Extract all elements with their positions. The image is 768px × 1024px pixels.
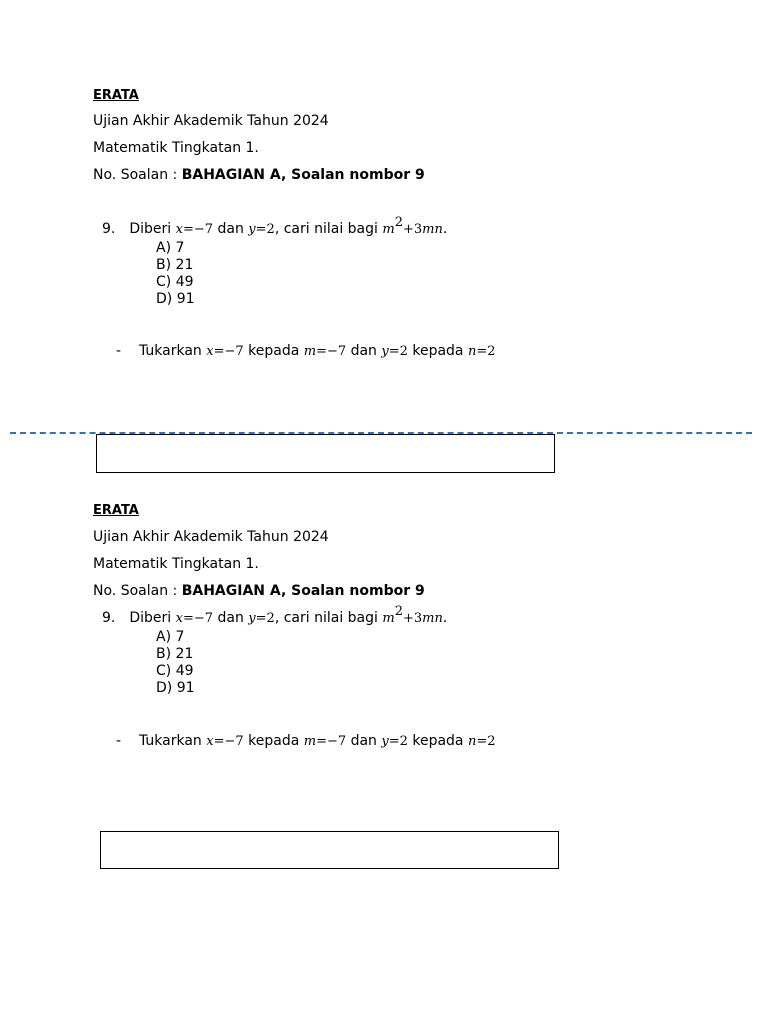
soalan-line [93, 583, 425, 599]
note-var-x: x [206, 734, 214, 749]
note-line [139, 733, 496, 750]
option-key: D) [156, 680, 173, 696]
expr-exponent: 2 [394, 215, 403, 230]
option-d [156, 291, 195, 307]
expr-mn: mn [422, 611, 443, 626]
subject-name: Matematik Tingkatan 1. [93, 140, 259, 156]
option-a [156, 629, 184, 645]
note-kepada: kepada [412, 343, 464, 359]
var-x: x [175, 611, 183, 626]
note-tukarkan: Tukarkan [139, 343, 202, 359]
question-diberi: Diberi [129, 221, 172, 237]
option-key: C) [156, 274, 172, 290]
soalan-line [93, 167, 425, 183]
option-a [156, 240, 184, 256]
note-dan: dan [350, 343, 377, 359]
question-line [102, 604, 448, 627]
subject-name: Matematik Tingkatan 1. [93, 556, 259, 572]
note-var-n: n [467, 344, 477, 359]
note-var-y: y [381, 344, 389, 359]
question-diberi: Diberi [129, 610, 172, 626]
note-var-m: m [303, 734, 317, 749]
question-number: 9. [102, 610, 116, 626]
question-cari: , cari nilai bagi [274, 610, 378, 626]
exam-name: Ujian Akhir Akademik Tahun 2024 [93, 113, 329, 129]
option-key: A) [156, 240, 172, 256]
expr-exponent: 2 [394, 604, 403, 619]
var-y: y [248, 611, 256, 626]
option-c [156, 663, 194, 679]
y-value: =2 [255, 222, 275, 237]
question-number: 9. [102, 221, 116, 237]
note-bullet: - [116, 733, 122, 749]
note-var-x: x [206, 344, 214, 359]
note-n-value: =2 [476, 734, 496, 749]
note-var-n: n [467, 734, 477, 749]
y-value: =2 [255, 611, 275, 626]
erata-title: ERATA [93, 503, 139, 518]
var-x: x [175, 222, 183, 237]
option-value: 7 [175, 629, 185, 645]
question-period: . [442, 610, 448, 626]
soalan-prefix: No. Soalan : [93, 167, 178, 183]
note-bullet: - [116, 343, 122, 359]
expr-mn: mn [422, 222, 443, 237]
expr-m: m [382, 222, 395, 237]
question-cari: , cari nilai bagi [274, 221, 378, 237]
note-var-m: m [303, 344, 317, 359]
option-value: 7 [175, 240, 185, 256]
word-dan: dan [217, 610, 244, 626]
option-d [156, 680, 195, 696]
soalan-prefix: No. Soalan : [93, 583, 178, 599]
option-key: D) [156, 291, 173, 307]
note-n-value: =2 [476, 344, 496, 359]
option-key: C) [156, 663, 172, 679]
option-b [156, 257, 193, 273]
exam-name: Ujian Akhir Akademik Tahun 2024 [93, 529, 329, 545]
note-x-value: =−7 [213, 734, 244, 749]
option-value: 49 [175, 274, 194, 290]
note-kepada: kepada [412, 733, 464, 749]
option-value: 21 [175, 257, 194, 273]
word-dan: dan [217, 221, 244, 237]
note-kepada: kepada [248, 733, 300, 749]
empty-answer-box [96, 434, 555, 473]
option-b [156, 646, 193, 662]
option-key: B) [156, 257, 172, 273]
note-dan: dan [350, 733, 377, 749]
soalan-reference: BAHAGIAN A, Soalan nombor 9 [181, 167, 425, 183]
var-y: y [248, 222, 256, 237]
note-x-value: =−7 [213, 344, 244, 359]
option-value: 91 [176, 291, 195, 307]
note-m-value: =−7 [316, 344, 347, 359]
empty-answer-box [100, 831, 559, 869]
note-y-value: =2 [388, 734, 408, 749]
note-line [139, 343, 496, 360]
note-m-value: =−7 [316, 734, 347, 749]
note-y-value: =2 [388, 344, 408, 359]
x-value: =−7 [182, 611, 214, 626]
question-period: . [442, 221, 448, 237]
x-value: =−7 [182, 222, 214, 237]
option-c [156, 274, 194, 290]
question-line [102, 215, 448, 238]
expr-plus: +3 [402, 611, 423, 626]
option-key: B) [156, 646, 172, 662]
note-var-y: y [381, 734, 389, 749]
note-kepada: kepada [248, 343, 300, 359]
option-value: 49 [175, 663, 194, 679]
option-key: A) [156, 629, 172, 645]
note-tukarkan: Tukarkan [139, 733, 202, 749]
soalan-reference: BAHAGIAN A, Soalan nombor 9 [181, 583, 425, 599]
erata-title: ERATA [93, 88, 139, 103]
expr-plus: +3 [402, 222, 423, 237]
expr-m: m [382, 611, 395, 626]
option-value: 91 [176, 680, 195, 696]
option-value: 21 [175, 646, 194, 662]
